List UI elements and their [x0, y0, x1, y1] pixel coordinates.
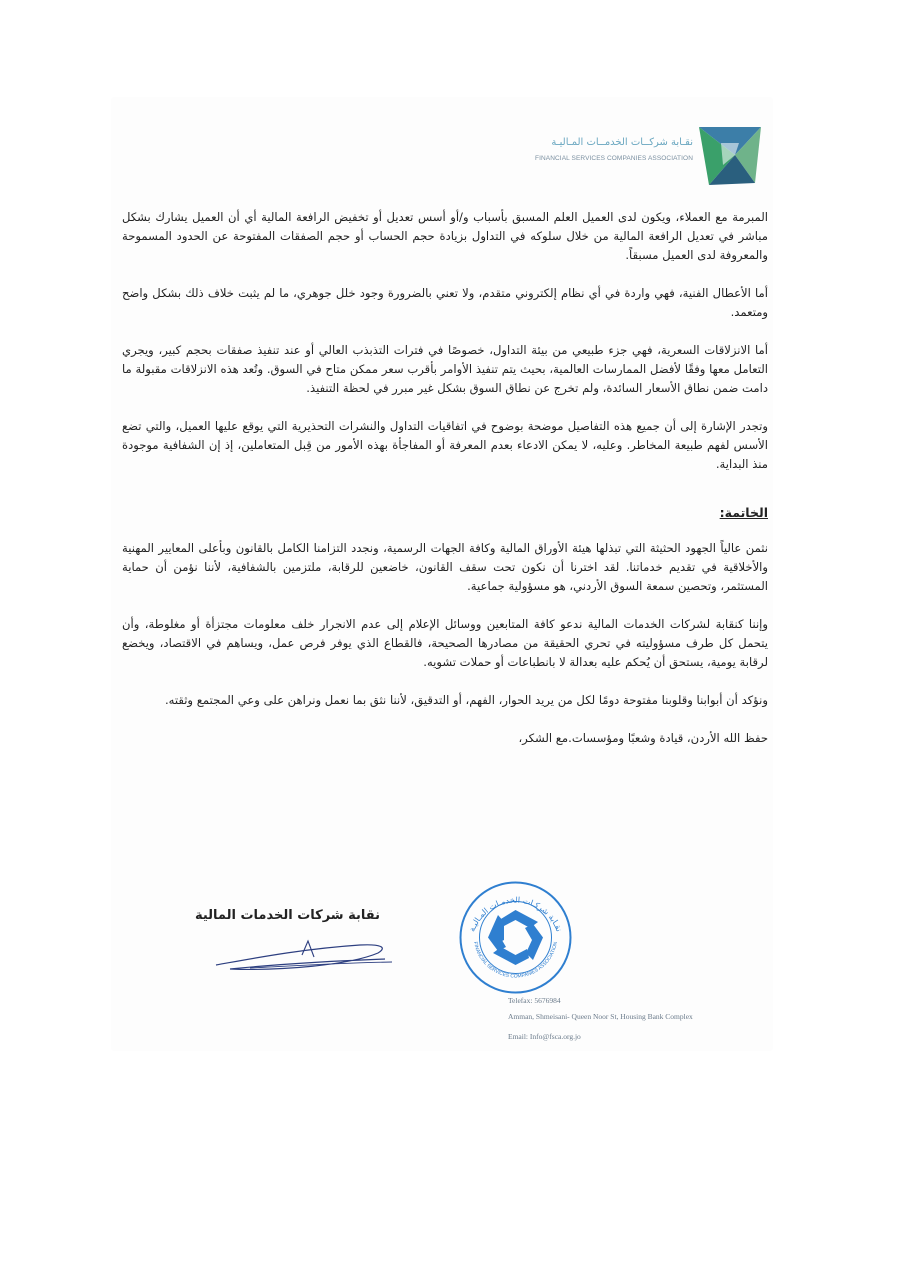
letter-body: [122, 208, 768, 767]
stamp-arabic-text: نقـابة شركـات الخدمـات المـاليـة: [467, 895, 564, 933]
org-name-english: FINANCIAL SERVICES COMPANIES ASSOCIATION: [535, 155, 693, 162]
contact-email: Email: Info@fsca.org.jo: [508, 1032, 581, 1041]
conclusion-heading: الخاتمة:: [719, 505, 768, 520]
association-logo-icon: [695, 125, 765, 187]
paragraph-open-doors: ونؤكد أن أبوابنا وقلوبنا مفتوحة دومًا لكل من يريد الحوار، الفهم، أو التدقيق، لأننا نثق بما نعمل ونراهن على وعي المجتمع وثقته.: [164, 693, 768, 707]
paragraph-leverage: المبرمة مع العملاء، ويكون لدى العميل العلم المسبق بأسباب و/أو أسس تعديل أو تخفيض الرافعة المالية أي أن العميل يشارك بشكل مباشر في تعديل الرافعة المالية من خلال سلوكه في التداول بزيادة حجم الحساب أو حجم الصفقات المفتوحة عن الحدود المسموحة والمعروفة لدى العميل مسبقاً.: [122, 210, 768, 262]
handwritten-signature-icon: [210, 935, 395, 975]
org-name-arabic: نقـابة شركــات الخدمــات المـاليـة: [551, 137, 693, 148]
contact-footer: [508, 996, 778, 1052]
contact-address: Amman, Shmeisani- Queen Noor St, Housing Bank Complex: [508, 1012, 693, 1021]
paragraph-technical-failures: أما الأعطال الفنية، فهي واردة في أي نظام إلكتروني متقدم، ولا تعني بالضرورة وجود خلل جوهري، ما لم يثبت خلاف ذلك بشكل واضح ومتعمد.: [122, 286, 768, 319]
paragraph-disclosure: وتجدر الإشارة إلى أن جميع هذه التفاصيل موضحة بوضوح في اتفاقيات التداول والنشرات التحذيرية التي يوقع عليها العميل، والتي تضع الأسس لفهم طبيعة المخاطر. وعليه، لا يمكن الادعاء بعدم المعرفة أو المفاجأة بهذه الأمور من قِبل المتعاملين، إذ إن الشفافية موجودة منذ البداية.: [122, 419, 768, 471]
paragraph-appreciation: نثمن عالياً الجهود الحثيثة التي تبذلها هيئة الأوراق المالية وكافة الجهات الرسمية، ونجدد التزامنا الكامل بالقانون وبأعلى المعايير المهنية والأخلاقية في تقديم خدماتنا. لقد اخترنا أن نكون تحت سقف القانون، خاضعين للرقابة، ملتزمين بالشفافية، لأننا نؤمن أن حماية المستثمر، وتحصين سمعة السوق الأردني، هو مسؤولية جماعية.: [122, 541, 768, 593]
contact-telefax: Telefax: 5676984: [508, 996, 561, 1005]
paragraph-call-to-media: وإننا كنقابة لشركات الخدمات المالية ندعو كافة المتابعين ووسائل الإعلام إلى عدم الانجرار خلف معلومات مجتزأة أو مغلوطة، وأن يتحمل كل طرف مسؤوليته في تحري الحقيقة من مصادرها الصحيحة، فالقطاع الذي يوفر فرص عمل، ويساهم في الاقتصاد، ويخضع لرقابة يومية، يستحق أن يُحكم عليه بعدالة لا بانطباعات أو حملات تشويه.: [122, 617, 768, 669]
official-stamp-icon: [458, 880, 573, 995]
signatory-name: نقابة شركات الخدمات المالية: [194, 908, 380, 923]
stamp-english-text: FINANCIAL SERVICES COMPANIES ASSOCIATION: [472, 941, 560, 980]
paragraph-slippage: أما الانزلاقات السعرية، فهي جزء طبيعي من بيئة التداول، خصوصًا في فترات التذبذب العالي أو عند تنفيذ صفقات بحجم كبير، ويجري التعامل معها وفقًا لأفضل الممارسات العالمية، بحيث يتم تنفيذ الأوامر بأقرب سعر ممكن متاح في السوق. وتُعد هذه الانزلاقات مقبولة ما دامت ضمن نطاق الأسعار السائدة، ولم تخرج عن نطاق السوق بشكل غير مبرر في لحظة التنفيذ.: [122, 343, 768, 395]
closing-line: حفظ الله الأردن، قيادة وشعبًا ومؤسسات.مع الشكر،: [518, 731, 768, 745]
